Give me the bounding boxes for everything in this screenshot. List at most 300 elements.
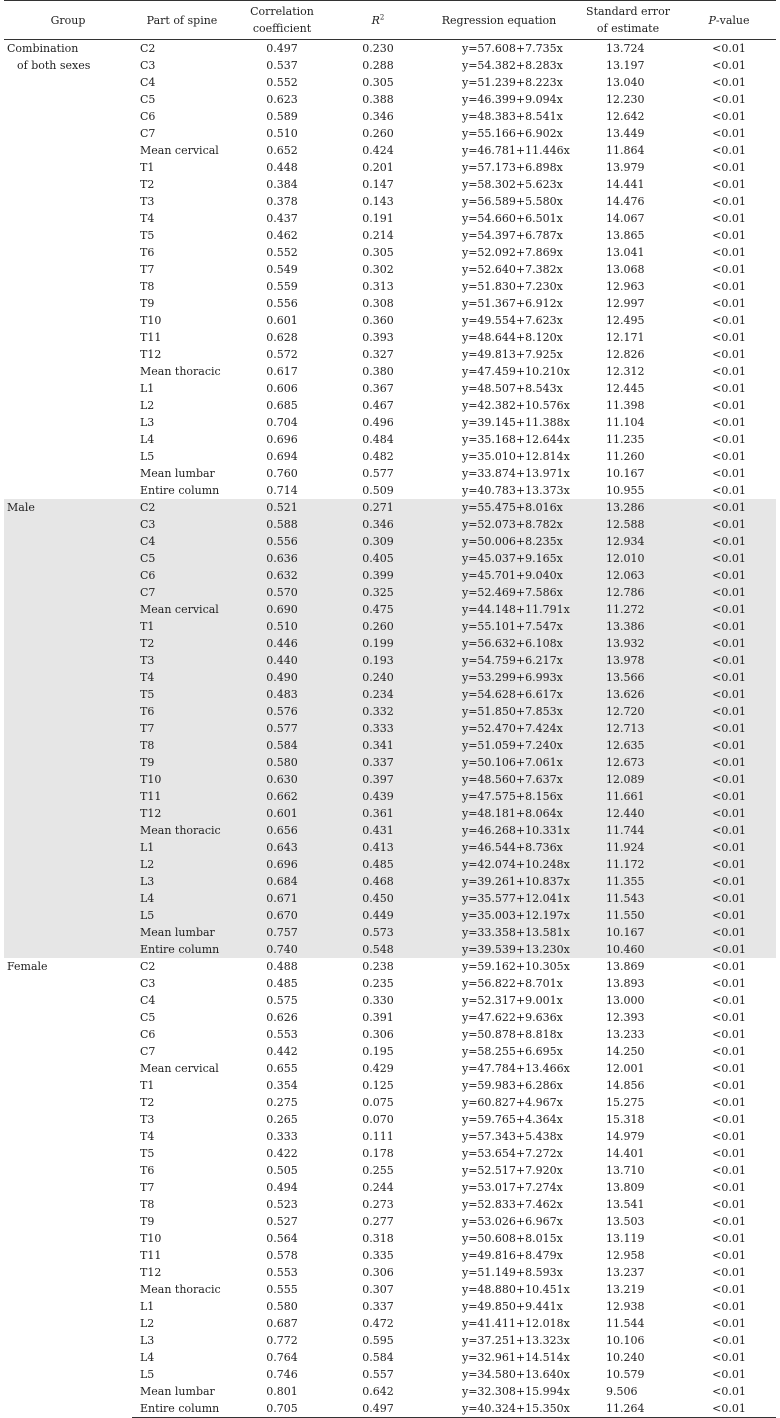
cell-r-squared: 0.595 — [362, 1334, 394, 1347]
cell-standard-error: 12.938 — [606, 1300, 645, 1313]
cell-correlation: 0.490 — [232, 669, 332, 686]
cell-correlation: 0.553 — [266, 1266, 298, 1279]
cell-standard-error: 11.924 — [574, 839, 682, 856]
cell-correlation: 0.523 — [266, 1198, 298, 1211]
cell-p-value: <0.01 — [712, 93, 746, 106]
cell-equation: y=50.106+7.061x — [424, 754, 574, 771]
cell-equation: y=47.622+9.636x — [462, 1011, 563, 1024]
cell-standard-error: 11.661 — [574, 788, 682, 805]
cell-correlation: 0.760 — [266, 467, 298, 480]
cell-p-value: <0.01 — [712, 1334, 746, 1347]
cell-r-squared: 0.313 — [362, 280, 394, 293]
cell-r-squared: 0.191 — [362, 212, 394, 225]
cell-p-value: <0.01 — [712, 212, 746, 225]
cell-r-squared: 0.548 — [332, 941, 424, 958]
group-combined — [4, 40, 776, 500]
cell-correlation: 0.488 — [266, 960, 298, 973]
cell-equation: y=49.813+7.925x — [462, 348, 563, 361]
cell-equation: y=48.880+10.451x — [462, 1283, 570, 1296]
cell-p-value: <0.01 — [712, 365, 746, 378]
cell-p-value: <0.01 — [682, 601, 776, 618]
cell-equation: y=40.324+15.350x — [424, 1400, 574, 1418]
cell-r-squared: 0.325 — [332, 584, 424, 601]
cell-p-value: <0.01 — [682, 669, 776, 686]
cell-equation: y=58.255+6.695x — [462, 1045, 563, 1058]
cell-standard-error: 12.958 — [606, 1249, 645, 1262]
group-male — [4, 499, 776, 958]
cell-correlation: 0.576 — [232, 703, 332, 720]
cell-p-value: <0.01 — [712, 1317, 746, 1330]
cell-correlation: 0.801 — [266, 1385, 298, 1398]
cell-r-squared: 0.214 — [362, 229, 394, 242]
cell-equation: y=46.399+9.094x — [462, 93, 563, 106]
cell-r-squared: 0.305 — [362, 76, 394, 89]
cell-equation: y=40.783+13.373x — [462, 484, 570, 497]
cell-correlation: 0.442 — [266, 1045, 298, 1058]
cell-part: T11 — [140, 331, 162, 344]
cell-r-squared: 0.584 — [362, 1351, 394, 1364]
cell-part: C4 — [140, 994, 156, 1007]
cell-correlation: 0.333 — [266, 1130, 298, 1143]
cell-r-squared: 0.333 — [332, 720, 424, 737]
cell-p-value: <0.01 — [712, 59, 746, 72]
cell-correlation: 0.572 — [266, 348, 298, 361]
cell-r-squared: 0.143 — [362, 195, 394, 208]
cell-equation: y=46.544+8.736x — [424, 839, 574, 856]
cell-correlation: 0.685 — [266, 399, 298, 412]
cell-correlation: 0.704 — [266, 416, 298, 429]
cell-r-squared: 0.147 — [362, 178, 394, 191]
group-label-line1: Female — [7, 960, 48, 973]
cell-correlation: 0.552 — [266, 76, 298, 89]
cell-correlation: 0.555 — [266, 1283, 298, 1296]
table-row — [4, 499, 776, 516]
cell-part: T6 — [140, 246, 155, 259]
cell-correlation: 0.483 — [232, 686, 332, 703]
cell-r-squared: 0.238 — [362, 960, 394, 973]
cell-standard-error: 12.171 — [606, 331, 645, 344]
cell-standard-error: 10.579 — [606, 1368, 645, 1381]
cell-standard-error: 10.167 — [574, 924, 682, 941]
cell-part: T2 — [132, 635, 232, 652]
cell-equation: y=46.268+10.331x — [424, 822, 574, 839]
cell-p-value: <0.01 — [712, 161, 746, 174]
cell-p-value: <0.01 — [682, 550, 776, 567]
cell-part: C3 — [132, 516, 232, 533]
cell-correlation: 0.636 — [232, 550, 332, 567]
cell-p-value: <0.01 — [712, 1368, 746, 1381]
cell-standard-error: 10.106 — [606, 1334, 645, 1347]
cell-p-value: <0.01 — [682, 1400, 776, 1418]
cell-standard-error: 9.506 — [606, 1385, 638, 1398]
cell-p-value: <0.01 — [712, 977, 746, 990]
cell-p-value: <0.01 — [682, 771, 776, 788]
cell-equation: y=32.961+14.514x — [462, 1351, 570, 1364]
cell-correlation: 0.537 — [266, 59, 298, 72]
cell-part: C7 — [132, 584, 232, 601]
cell-part: T10 — [140, 1232, 162, 1245]
cell-p-value: <0.01 — [712, 382, 746, 395]
cell-r-squared: 0.468 — [332, 873, 424, 890]
cell-p-value: <0.01 — [712, 1096, 746, 1109]
cell-p-value: <0.01 — [682, 754, 776, 771]
cell-standard-error: 11.398 — [606, 399, 645, 412]
cell-p-value: <0.01 — [682, 652, 776, 669]
cell-r-squared: 0.330 — [362, 994, 394, 1007]
cell-correlation: 0.448 — [266, 161, 298, 174]
cell-standard-error: 12.089 — [574, 771, 682, 788]
cell-part: L1 — [140, 382, 155, 395]
cell-standard-error: 12.642 — [606, 110, 645, 123]
cell-standard-error: 12.440 — [574, 805, 682, 822]
cell-standard-error: 12.010 — [574, 550, 682, 567]
cell-equation: y=59.983+6.286x — [462, 1079, 563, 1092]
cell-r-squared: 0.235 — [362, 977, 394, 990]
cell-standard-error: 12.934 — [574, 533, 682, 550]
cell-standard-error: 12.963 — [606, 280, 645, 293]
cell-equation: y=55.101+7.547x — [424, 618, 574, 635]
cell-equation: y=56.589+5.580x — [462, 195, 563, 208]
cell-equation: y=53.017+7.274x — [462, 1181, 563, 1194]
cell-part: T4 — [140, 212, 155, 225]
cell-standard-error: 13.893 — [606, 977, 645, 990]
cell-part: Entire column — [140, 484, 220, 497]
cell-correlation: 0.670 — [232, 907, 332, 924]
cell-equation: y=52.640+7.382x — [462, 263, 563, 276]
cell-standard-error: 13.710 — [606, 1164, 645, 1177]
cell-part: L3 — [140, 416, 155, 429]
cell-equation: y=35.577+12.041x — [424, 890, 574, 907]
cell-equation: y=52.833+7.462x — [462, 1198, 563, 1211]
cell-correlation: 0.497 — [266, 42, 298, 55]
cell-p-value: <0.01 — [682, 737, 776, 754]
cell-r-squared: 0.075 — [362, 1096, 394, 1109]
header-equation: Regression equation — [424, 1, 574, 40]
cell-part: Entire column — [132, 941, 232, 958]
cell-part: L5 — [140, 1368, 155, 1381]
cell-part: C7 — [140, 1045, 156, 1058]
cell-part: T4 — [140, 1130, 155, 1143]
cell-equation: y=53.654+7.272x — [462, 1147, 563, 1160]
cell-part: T10 — [132, 771, 232, 788]
cell-p-value: <0.01 — [712, 1300, 746, 1313]
cell-p-value: <0.01 — [682, 720, 776, 737]
cell-part: C7 — [140, 127, 156, 140]
cell-standard-error: 14.979 — [606, 1130, 645, 1143]
header-p-value: P-value — [682, 1, 776, 40]
cell-correlation: 0.632 — [232, 567, 332, 584]
cell-standard-error: 10.460 — [574, 941, 682, 958]
cell-correlation: 0.696 — [232, 856, 332, 873]
cell-r-squared: 0.199 — [332, 635, 424, 652]
cell-part: T12 — [140, 1266, 162, 1279]
cell-standard-error: 13.197 — [606, 59, 645, 72]
cell-correlation: 0.577 — [232, 720, 332, 737]
cell-equation: y=34.580+13.640x — [462, 1368, 570, 1381]
cell-r-squared: 0.273 — [362, 1198, 394, 1211]
cell-equation: y=51.367+6.912x — [462, 297, 563, 310]
cell-p-value: <0.01 — [712, 1249, 746, 1262]
cell-r-squared: 0.399 — [332, 567, 424, 584]
cell-part: T2 — [140, 178, 155, 191]
cell-r-squared: 0.485 — [332, 856, 424, 873]
cell-p-value: <0.01 — [712, 450, 746, 463]
cell-part: L4 — [140, 1351, 155, 1364]
cell-part: T8 — [140, 280, 155, 293]
cell-standard-error: 13.869 — [606, 960, 645, 973]
cell-part: T9 — [132, 754, 232, 771]
cell-part: C3 — [140, 59, 156, 72]
cell-equation: y=53.026+6.967x — [462, 1215, 563, 1228]
cell-equation: y=52.517+7.920x — [462, 1164, 563, 1177]
cell-standard-error: 11.264 — [574, 1400, 682, 1418]
header-correlation: Correlation coefficient — [232, 1, 332, 40]
cell-part: C6 — [140, 1028, 156, 1041]
header-part: Part of spine — [132, 1, 232, 40]
header-group: Group — [4, 1, 132, 40]
cell-standard-error: 14.476 — [606, 195, 645, 208]
cell-r-squared: 0.234 — [332, 686, 424, 703]
cell-p-value: <0.01 — [712, 1385, 746, 1398]
cell-equation: y=57.173+6.898x — [462, 161, 563, 174]
cell-standard-error: 13.449 — [606, 127, 645, 140]
cell-p-value: <0.01 — [712, 1113, 746, 1126]
cell-r-squared: 0.111 — [362, 1130, 394, 1143]
cell-r-squared: 0.431 — [332, 822, 424, 839]
cell-p-value: <0.01 — [712, 1198, 746, 1211]
cell-equation: y=49.816+8.479x — [462, 1249, 563, 1262]
cell-equation: y=48.383+8.541x — [462, 110, 563, 123]
cell-part: T1 — [140, 161, 155, 174]
cell-p-value: <0.01 — [682, 873, 776, 890]
cell-r-squared: 0.337 — [332, 754, 424, 771]
cell-r-squared: 0.577 — [362, 467, 394, 480]
cell-r-squared: 0.361 — [332, 805, 424, 822]
cell-correlation: 0.740 — [232, 941, 332, 958]
cell-p-value: <0.01 — [712, 331, 746, 344]
cell-p-value: <0.01 — [712, 960, 746, 973]
cell-part: T3 — [132, 652, 232, 669]
cell-equation: y=59.765+4.364x — [462, 1113, 563, 1126]
cell-correlation: 0.705 — [232, 1400, 332, 1418]
cell-correlation: 0.510 — [266, 127, 298, 140]
cell-part: T6 — [140, 1164, 155, 1177]
cell-equation: y=37.251+13.323x — [462, 1334, 570, 1347]
cell-correlation: 0.556 — [232, 533, 332, 550]
cell-equation: y=39.145+11.388x — [462, 416, 570, 429]
cell-part: Entire column — [132, 1400, 232, 1418]
cell-standard-error: 10.167 — [606, 467, 645, 480]
table-header — [4, 1, 776, 40]
group-label — [4, 499, 132, 958]
cell-equation: y=58.302+5.623x — [462, 178, 563, 191]
cell-correlation: 0.690 — [232, 601, 332, 618]
cell-part: C5 — [132, 550, 232, 567]
cell-part: T4 — [132, 669, 232, 686]
cell-part: T1 — [132, 618, 232, 635]
cell-equation: y=42.074+10.248x — [424, 856, 574, 873]
cell-r-squared: 0.391 — [362, 1011, 394, 1024]
cell-equation: y=51.850+7.853x — [424, 703, 574, 720]
cell-equation: y=51.149+8.593x — [462, 1266, 563, 1279]
cell-p-value: <0.01 — [712, 994, 746, 1007]
cell-p-value: <0.01 — [682, 618, 776, 635]
cell-part: Mean lumbar — [140, 1385, 215, 1398]
cell-correlation: 0.601 — [266, 314, 298, 327]
cell-standard-error: 12.997 — [606, 297, 645, 310]
cell-p-value: <0.01 — [712, 1130, 746, 1143]
cell-correlation: 0.505 — [266, 1164, 298, 1177]
cell-correlation: 0.606 — [266, 382, 298, 395]
cell-correlation: 0.589 — [266, 110, 298, 123]
cell-correlation: 0.422 — [266, 1147, 298, 1160]
cell-r-squared: 0.240 — [332, 669, 424, 686]
cell-correlation: 0.580 — [232, 754, 332, 771]
cell-standard-error: 13.119 — [606, 1232, 645, 1245]
cell-equation: y=57.608+7.735x — [462, 42, 563, 55]
cell-part: L4 — [132, 890, 232, 907]
cell-equation: y=45.701+9.040x — [424, 567, 574, 584]
cell-p-value: <0.01 — [712, 1164, 746, 1177]
cell-correlation: 0.694 — [266, 450, 298, 463]
cell-p-value: <0.01 — [712, 1011, 746, 1024]
cell-equation: y=52.092+7.869x — [462, 246, 563, 259]
cell-p-value: <0.01 — [712, 348, 746, 361]
cell-correlation: 0.265 — [266, 1113, 298, 1126]
cell-p-value: <0.01 — [682, 788, 776, 805]
cell-p-value: <0.01 — [682, 686, 776, 703]
cell-p-value: <0.01 — [682, 516, 776, 533]
cell-part: Mean thoracic — [140, 1283, 221, 1296]
cell-equation: y=42.382+10.576x — [462, 399, 570, 412]
cell-r-squared: 0.573 — [332, 924, 424, 941]
cell-part: C4 — [132, 533, 232, 550]
cell-standard-error: 12.063 — [574, 567, 682, 584]
cell-p-value: <0.01 — [712, 178, 746, 191]
cell-standard-error: 11.744 — [574, 822, 682, 839]
cell-r-squared: 0.070 — [362, 1113, 394, 1126]
cell-equation: y=32.308+15.994x — [462, 1385, 570, 1398]
regression-table — [4, 0, 776, 1418]
cell-part: L5 — [132, 907, 232, 924]
cell-r-squared: 0.360 — [362, 314, 394, 327]
cell-correlation: 0.440 — [232, 652, 332, 669]
cell-correlation: 0.684 — [232, 873, 332, 890]
cell-equation: y=35.010+12.814x — [462, 450, 570, 463]
cell-standard-error: 13.932 — [574, 635, 682, 652]
cell-r-squared: 0.346 — [362, 110, 394, 123]
group-label — [4, 958, 132, 1418]
cell-correlation: 0.584 — [232, 737, 332, 754]
cell-standard-error: 13.566 — [574, 669, 682, 686]
cell-correlation: 0.630 — [232, 771, 332, 788]
cell-r-squared: 0.230 — [362, 42, 394, 55]
cell-correlation: 0.746 — [266, 1368, 298, 1381]
cell-correlation: 0.510 — [232, 618, 332, 635]
cell-standard-error: 11.355 — [574, 873, 682, 890]
cell-part: T3 — [140, 1113, 155, 1126]
cell-standard-error: 11.544 — [606, 1317, 645, 1330]
cell-equation: y=47.575+8.156x — [424, 788, 574, 805]
cell-r-squared: 0.193 — [332, 652, 424, 669]
cell-equation: y=60.827+4.967x — [462, 1096, 563, 1109]
cell-r-squared: 0.380 — [362, 365, 394, 378]
cell-equation: y=39.539+13.230x — [424, 941, 574, 958]
cell-standard-error: 10.955 — [606, 484, 645, 497]
cell-r-squared: 0.429 — [362, 1062, 394, 1075]
cell-p-value: <0.01 — [682, 822, 776, 839]
cell-p-value: <0.01 — [712, 263, 746, 276]
cell-part: T8 — [132, 737, 232, 754]
cell-equation: y=48.644+8.120x — [462, 331, 563, 344]
cell-standard-error: 12.001 — [606, 1062, 645, 1075]
cell-p-value: <0.01 — [712, 1351, 746, 1364]
cell-equation: y=54.397+6.787x — [462, 229, 563, 242]
cell-p-value: <0.01 — [712, 110, 746, 123]
table-row — [4, 958, 776, 975]
cell-equation: y=35.003+12.197x — [424, 907, 574, 924]
cell-correlation: 0.559 — [266, 280, 298, 293]
cell-correlation: 0.527 — [266, 1215, 298, 1228]
cell-part: Mean cervical — [132, 601, 232, 618]
cell-part: C6 — [140, 110, 156, 123]
cell-standard-error: 14.441 — [606, 178, 645, 191]
cell-standard-error: 14.856 — [606, 1079, 645, 1092]
cell-p-value: <0.01 — [712, 314, 746, 327]
cell-p-value: <0.01 — [712, 1045, 746, 1058]
cell-correlation: 0.772 — [266, 1334, 298, 1347]
cell-p-value: <0.01 — [712, 1028, 746, 1041]
cell-equation: y=52.469+7.586x — [424, 584, 574, 601]
cell-equation: y=51.239+8.223x — [462, 76, 563, 89]
cell-standard-error: 12.588 — [574, 516, 682, 533]
cell-part: T9 — [140, 1215, 155, 1228]
cell-r-squared: 0.472 — [362, 1317, 394, 1330]
header-r-squared: $R^2$ — [332, 1, 424, 40]
cell-p-value: <0.01 — [712, 127, 746, 140]
cell-standard-error: 12.786 — [574, 584, 682, 601]
cell-r-squared: 0.306 — [362, 1028, 394, 1041]
cell-p-value: <0.01 — [682, 805, 776, 822]
cell-correlation: 0.556 — [266, 297, 298, 310]
cell-equation: y=55.166+6.902x — [462, 127, 563, 140]
cell-correlation: 0.549 — [266, 263, 298, 276]
cell-correlation: 0.275 — [266, 1096, 298, 1109]
cell-correlation: 0.623 — [266, 93, 298, 106]
cell-r-squared: 0.475 — [332, 601, 424, 618]
cell-standard-error: 13.809 — [606, 1181, 645, 1194]
cell-standard-error: 14.401 — [606, 1147, 645, 1160]
cell-standard-error: 13.237 — [606, 1266, 645, 1279]
cell-part: T7 — [140, 1181, 155, 1194]
cell-equation: y=54.382+8.283x — [462, 59, 563, 72]
cell-correlation: 0.617 — [266, 365, 298, 378]
cell-correlation: 0.628 — [266, 331, 298, 344]
cell-p-value: <0.01 — [712, 1079, 746, 1092]
cell-p-value: <0.01 — [682, 907, 776, 924]
cell-correlation: 0.578 — [266, 1249, 298, 1262]
cell-standard-error: 13.979 — [606, 161, 645, 174]
header-row — [4, 1, 776, 40]
cell-equation: y=59.162+10.305x — [462, 960, 570, 973]
cell-correlation: 0.575 — [266, 994, 298, 1007]
group-label-line2: of both sexes — [17, 59, 91, 72]
cell-standard-error: 12.445 — [606, 382, 645, 395]
cell-r-squared: 0.335 — [362, 1249, 394, 1262]
cell-correlation: 0.662 — [232, 788, 332, 805]
cell-part: Mean cervical — [140, 144, 219, 157]
cell-correlation: 0.494 — [266, 1181, 298, 1194]
